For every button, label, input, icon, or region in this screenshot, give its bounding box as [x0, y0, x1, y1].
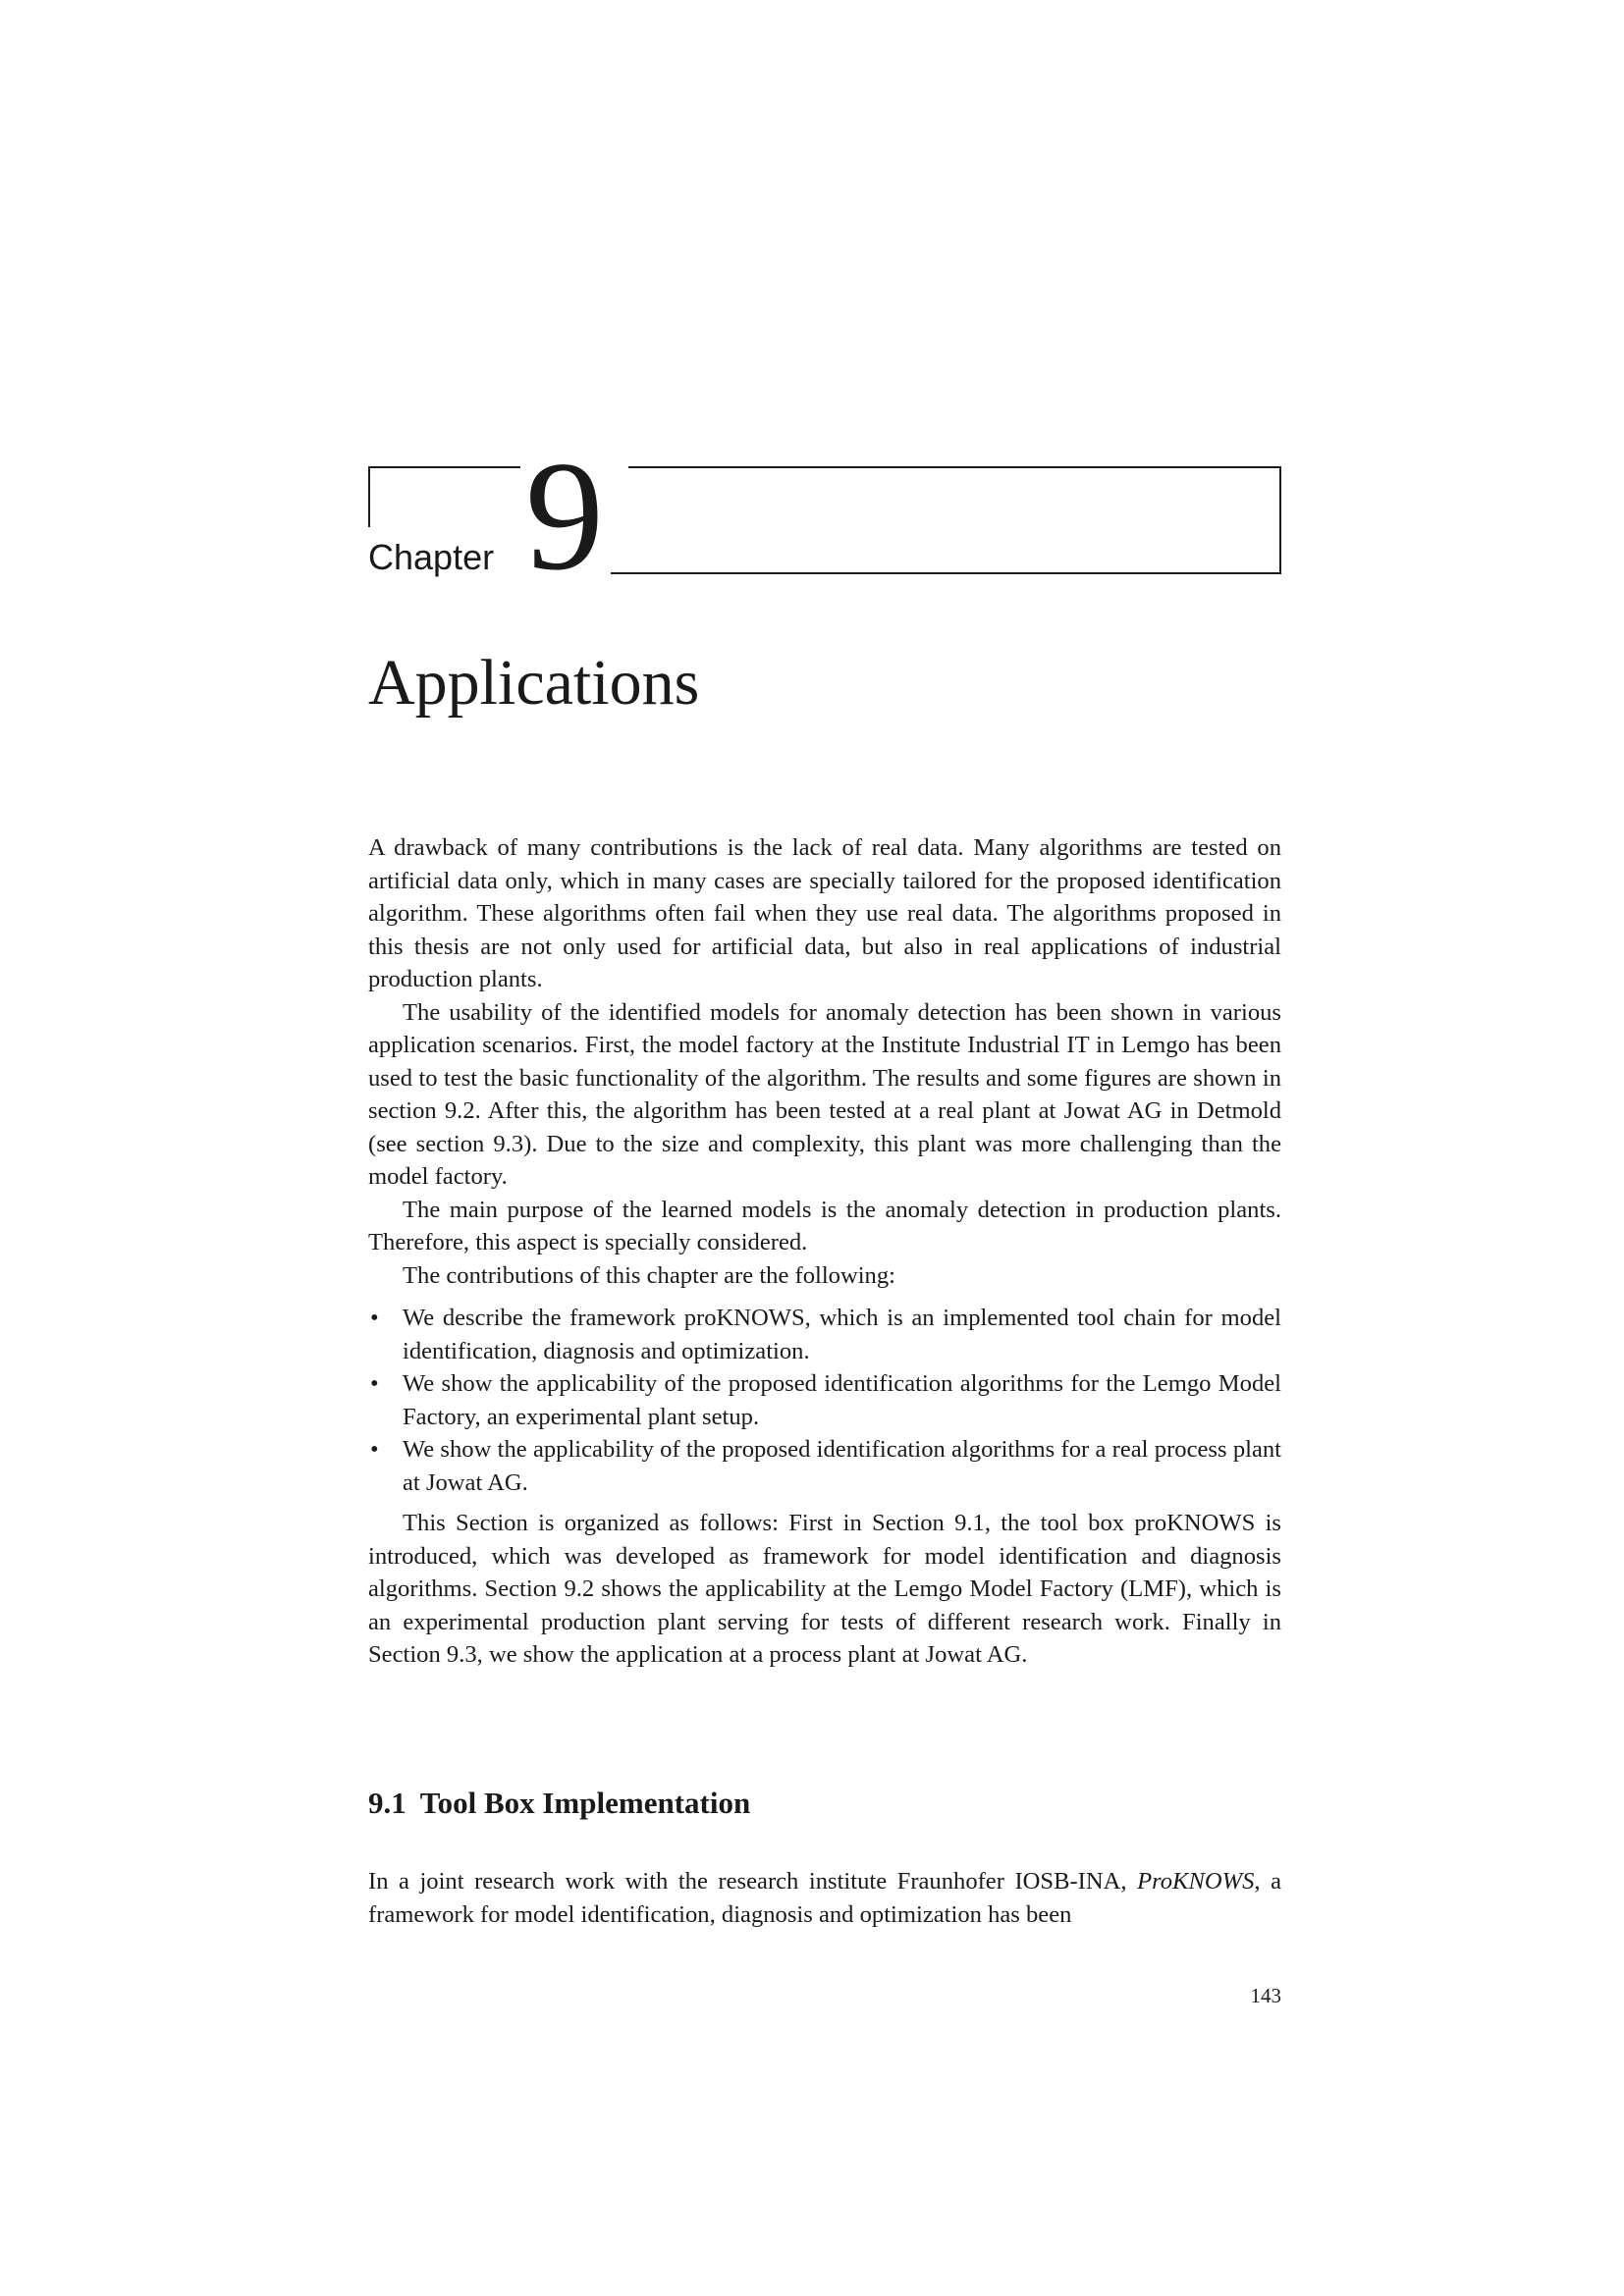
chapter-frame-right-line	[1279, 466, 1281, 574]
contributions-list	[368, 1302, 1281, 1499]
bullet-icon: •	[370, 1436, 379, 1463]
list-item	[368, 1302, 1281, 1367]
list-item	[368, 1367, 1281, 1433]
intro-paragraph-4: The contributions of this chapter are the following:	[403, 1261, 895, 1289]
chapter-frame-bottom-line	[611, 572, 1281, 574]
intro-paragraph-2: The usability of the identified models for anomaly detection has been shown in various application scenarios. First, the model factory at the Institute Industrial IT in Lemgo has been used to test the basic functionality of the algorithm. The results and some figures are shown in section 9.2. After this, the algorithm has been tested at a real plant at Jowat AG in Detmold (see section 9.3). Due to the size and complexity, this plant was more challenging than the model factory.	[368, 998, 1281, 1190]
section-heading	[368, 1785, 750, 1821]
section-title: Tool Box Implementation	[419, 1786, 751, 1820]
bullet-icon: •	[370, 1370, 379, 1397]
chapter-title: Applications	[368, 647, 700, 719]
list-item-text: We show the applicability of the proposed identification algorithms for the Lemgo Model Factory, an experimental plant setup.	[403, 1370, 1281, 1430]
chapter-frame-left-line	[368, 466, 370, 527]
bullet-icon: •	[370, 1305, 379, 1331]
page-number: 143	[1250, 1984, 1281, 2007]
section-paragraph	[368, 1865, 1281, 1931]
chapter-frame-top-right-line	[628, 466, 1281, 468]
chapter-frame-top-left-line	[368, 466, 520, 468]
intro-paragraph-5: This Section is organized as follows: First in Section 9.1, the tool box proKNOWS is introduced, which was developed as framework for model identification and diagnosis algorithms. Section 9.2 shows the applicability at the Lemgo Model Factory (LMF), which is an experimental production plant serving for tests of different research work. Finally in Section 9.3, we show the application at a process plant at Jowat AG.	[368, 1510, 1281, 1668]
list-item	[368, 1433, 1281, 1499]
intro-paragraph-3: The main purpose of the learned models is the anomaly detection in production plants. Therefore, this aspect is specially considered.	[368, 1196, 1281, 1255]
list-item-text: We show the applicability of the proposed identification algorithms for a real process plant at Jowat AG.	[403, 1436, 1281, 1496]
framework-name: ProKNOWS	[1137, 1868, 1255, 1895]
section-text-end: , a framework for model identification, diagnosis and optimization has been	[368, 1868, 1282, 1928]
section-text-start: In a joint research work with the research institute Fraunhofer IOSB-INA,	[368, 1868, 1138, 1895]
chapter-label: Chapter	[368, 537, 495, 577]
chapter-number: 9	[525, 428, 604, 603]
intro-paragraph-1: A drawback of many contributions is the lack of real data. Many algorithms are tested on artificial data only, which in many cases are specially tailored for the proposed identification algorithm. These algorithms often fail when they use real data. The algorithms proposed in this thesis are not only used for artificial data, but also in real applications of industrial production plants.	[368, 834, 1281, 992]
intro-text	[368, 831, 1281, 1672]
list-item-text: We describe the framework proKNOWS, which is an implemented tool chain for model identification, diagnosis and optimization.	[403, 1305, 1281, 1364]
section-number: 9.1	[368, 1786, 406, 1820]
chapter-header	[368, 428, 1281, 603]
